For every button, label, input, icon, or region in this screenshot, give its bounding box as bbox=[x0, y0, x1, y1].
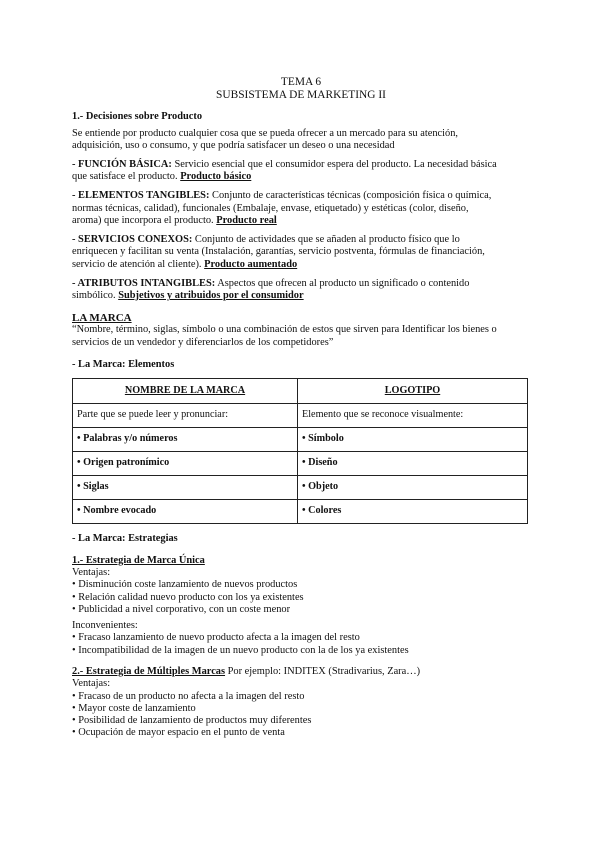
cell-text: • Origen patronímico bbox=[77, 457, 169, 468]
table-cell-left bbox=[73, 476, 298, 500]
list-item: • Fracaso lanzamiento de nuevo producto afecta a la imagen del resto bbox=[72, 632, 530, 644]
tangibles-text1: Conjunto de características técnicas (composición física o química, bbox=[209, 189, 492, 201]
logotipo-header: LOGOTIPO bbox=[298, 379, 528, 404]
funcion-basica-label: - FUNCIÓN BÁSICA: bbox=[72, 158, 172, 170]
table-row bbox=[73, 476, 528, 500]
table-cell-left bbox=[73, 428, 298, 452]
logotipo-desc-cell: Elemento que se reconoce visualmente: bbox=[298, 404, 528, 428]
producto-aumentado-tag: Producto aumentado bbox=[204, 258, 298, 270]
cell-text: • Diseño bbox=[302, 457, 338, 468]
intangibles-text1: Aspectos que ofrecen al producto un significado o contenido bbox=[215, 277, 470, 289]
cell-text: • Siglas bbox=[77, 481, 109, 492]
cell-text: • Nombre evocado bbox=[77, 505, 156, 516]
estrategia1-heading: 1.- Estrategia de Marca Única bbox=[72, 554, 205, 566]
tangibles-line3 bbox=[72, 215, 530, 228]
marca-quote-line1: “Nombre, término, siglas, símbolo o una combinación de estos que sirven para Identificar los bienes o bbox=[72, 324, 497, 336]
decisiones-intro-line1: Se entiende por producto cualquier cosa que se pueda ofrecer a un mercado para su atención, bbox=[72, 127, 459, 139]
table-row bbox=[73, 428, 528, 452]
title-block bbox=[72, 76, 530, 102]
ventajas-label: Ventajas: bbox=[72, 678, 111, 690]
list-item: • Posibilidad de lanzamiento de productos muy diferentes bbox=[72, 715, 530, 727]
tangibles-text3: aroma) que incorpora el producto. bbox=[72, 215, 217, 227]
intangibles-text2: simbólico. bbox=[72, 290, 119, 302]
producto-basico-tag: Producto básico bbox=[180, 171, 252, 183]
estrategia2-heading: 2.- Estrategia de Múltiples Marcas bbox=[72, 665, 226, 677]
table-row bbox=[73, 404, 528, 428]
marca-quote-line2: servicios de un vendedor y diferenciarlos de los competidores” bbox=[72, 336, 334, 348]
elementos-table bbox=[72, 378, 528, 524]
decisiones-heading: 1.- Decisiones sobre Producto bbox=[72, 111, 203, 122]
estrategia2-list bbox=[72, 678, 530, 739]
intangibles-line2 bbox=[72, 290, 530, 303]
cell-text: • Símbolo bbox=[302, 433, 344, 444]
cell-text: • Palabras y/o números bbox=[77, 433, 177, 444]
producto-real-tag: Producto real bbox=[216, 215, 277, 227]
tangibles-label: - ELEMENTOS TANGIBLES: bbox=[72, 189, 210, 201]
tangibles-line1 bbox=[72, 190, 530, 203]
funcion-basica-text1: Servicio esencial que el consumidor espera del producto. La necesidad básica bbox=[171, 158, 497, 170]
table-cell-left bbox=[73, 452, 298, 476]
la-marca-heading: LA MARCA bbox=[72, 311, 132, 324]
list-item: • Fracaso de un producto no afecta a la imagen del resto bbox=[72, 691, 530, 703]
nombre-marca-header: NOMBRE DE LA MARCA bbox=[73, 379, 298, 404]
table-cell-right bbox=[298, 476, 528, 500]
ventajas-label: Ventajas: bbox=[72, 567, 111, 579]
decisiones-intro-line2: adquisición, uso o consumo, y que podría satisfacer un deseo o una necesidad bbox=[72, 140, 395, 152]
funcion-basica-line2 bbox=[72, 171, 530, 184]
funcion-basica-line1 bbox=[72, 159, 530, 172]
table-cell-right bbox=[298, 500, 528, 524]
list-item: • Ocupación de mayor espacio en el punto de venta bbox=[72, 727, 530, 739]
estrategias-heading: - La Marca: Estrategias bbox=[72, 533, 178, 545]
tangibles-line2: normas técnicas, calidad), funcionales (Embalaje, envase, etiquetado) y estéticas (color, diseño, bbox=[72, 202, 469, 214]
table-cell-right bbox=[298, 428, 528, 452]
conexos-label: - SERVICIOS CONEXOS: bbox=[72, 233, 193, 245]
list-item: • Mayor coste de lanzamiento bbox=[72, 703, 530, 715]
conexos-text3: servicio de atención al cliente). bbox=[72, 258, 205, 270]
estrategia2-example: Por ejemplo: INDITEX (Stradivarius, Zara…) bbox=[225, 665, 421, 677]
list-item: • Publicidad a nivel corporativo, con un coste menor bbox=[72, 604, 530, 616]
estrategia2-heading-line bbox=[72, 666, 530, 679]
table-row bbox=[73, 452, 528, 476]
document-content bbox=[72, 76, 530, 739]
funcion-basica-text2: que satisface el producto. bbox=[72, 171, 181, 183]
estrategia1-list bbox=[72, 567, 530, 656]
cell-text: • Colores bbox=[302, 505, 341, 516]
list-item: • Disminución coste lanzamiento de nuevos productos bbox=[72, 579, 530, 591]
list-item: • Incompatibilidad de la imagen de un nuevo producto con la de los ya existentes bbox=[72, 645, 530, 657]
cell-text: • Objeto bbox=[302, 481, 338, 492]
intangibles-label: - ATRIBUTOS INTANGIBLES: bbox=[72, 277, 216, 289]
table-cell-right bbox=[298, 452, 528, 476]
list-item: • Relación calidad nuevo producto con los ya existentes bbox=[72, 592, 530, 604]
conexos-line3 bbox=[72, 259, 530, 272]
conexos-line1 bbox=[72, 234, 530, 247]
tema-title: TEMA 6 bbox=[280, 76, 322, 88]
subtitle: SUBSISTEMA DE MARKETING II bbox=[216, 89, 386, 101]
table-header-row bbox=[73, 379, 528, 404]
intangibles-line1 bbox=[72, 278, 530, 291]
elementos-heading: - La Marca: Elementos bbox=[72, 358, 175, 370]
nombre-desc-cell: Parte que se puede leer y pronunciar: bbox=[73, 404, 298, 428]
conexos-text1: Conjunto de actividades que se añaden al producto físico que lo bbox=[192, 233, 460, 245]
inconvenientes-label: Inconvenientes: bbox=[72, 620, 138, 632]
subjetivos-tag: Subjetivos y atribuidos por el consumidor bbox=[118, 290, 304, 302]
table-cell-left bbox=[73, 500, 298, 524]
table-row bbox=[73, 500, 528, 524]
conexos-line2: enriquecen y facilitan su venta (Instalación, garantías, servicio postventa, fórmulas de financiación, bbox=[72, 246, 485, 258]
